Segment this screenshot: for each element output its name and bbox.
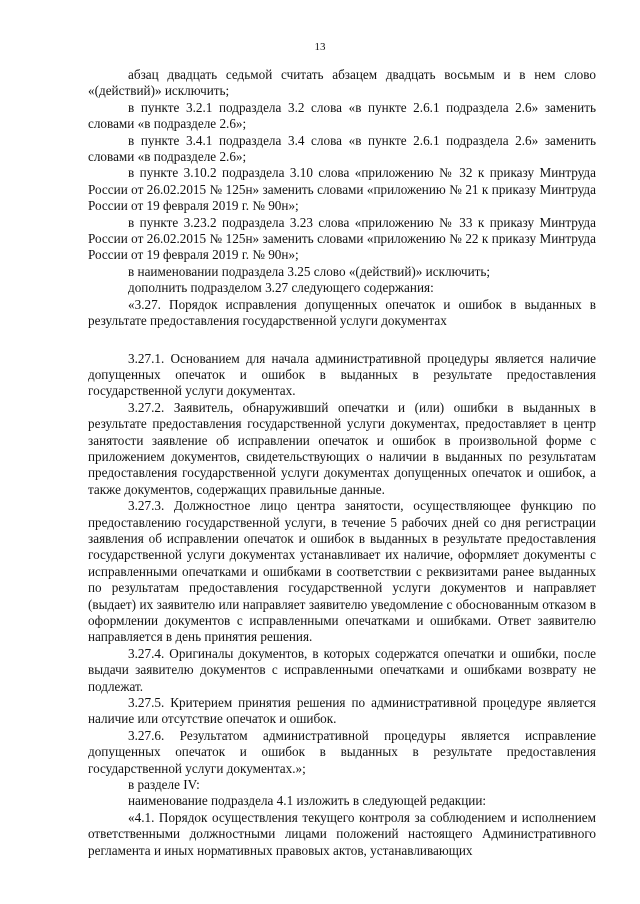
page-number: 13 bbox=[314, 41, 326, 53]
paragraph-item: наименование подраздела 4.1 изложить в следующей редакции: bbox=[128, 793, 487, 809]
paragraph-item: «4.1. Порядок осуществления текущего контроля за соблюдением и исполнением ответственными должностными лицами положений настоящего Административного регламента и иных нормативных правовых актов, устанавливающих bbox=[88, 809, 596, 858]
paragraph-item: 3.27.5. Критерием принятия решения по административной процедуре является наличие или отсутствие опечаток и ошибок. bbox=[88, 695, 596, 727]
paragraph-item: в разделе IV: bbox=[128, 777, 200, 793]
paragraph-item: абзац двадцать седьмой считать абзацем двадцать восьмым и в нем слово «(действий)» исключить; bbox=[88, 67, 596, 99]
paragraph-item: 3.27.2. Заявитель, обнаруживший опечатки и (или) ошибки в выданных в результате предоставления государственной услуги документах, предоставляет в центр занятости заявление об исправлении опечаток и ошибок в произвольной форме с приложением документов, свидетельствующих о наличии в выданных по результатам предоставления государственной услуги документах допущенных опечаток и ошибок, а также документов, содержащих правильные данные. bbox=[88, 399, 596, 497]
paragraph-item: в пункте 3.10.2 подраздела 3.10 слова «приложению № 32 к приказу Минтруда России от 26.02.2015 № 125н» заменить словами «приложению № 21 к приказу Минтруда России от 19 февраля 2019 г. № 90н»; bbox=[88, 165, 596, 214]
paragraph-item: в пункте 3.2.1 подраздела 3.2 слова «в пункте 2.6.1 подраздела 2.6» заменить словами «в подразделе 2.6»; bbox=[88, 99, 596, 132]
paragraph-item: в пункте 3.23.2 подраздела 3.23 слова «приложению № 33 к приказу Минтруда России от 26.02.2015 № 125н» заменить словами «приложению № 22 к приказу Минтруда России от 19 февраля 2019 г. № 90н»; bbox=[88, 214, 596, 263]
paragraph-item: в наименовании подраздела 3.25 слово «(действий)» исключить; bbox=[128, 263, 491, 279]
section-heading: «3.27. Порядок исправления допущенных опечаток и ошибок в выданных в результате предоставления государственной услуги документах bbox=[88, 296, 596, 329]
paragraph-item: 3.27.4. Оригиналы документов, в которых содержатся опечатки и ошибки, после выдачи заявителю документов с исправленными опечатками и ошибками возврату не подлежат. bbox=[88, 645, 596, 694]
paragraph-item: 3.27.1. Основанием для начала административной процедуры является наличие допущенных опечаток и ошибок в выданных в результате предоставления государственной услуги документах. bbox=[88, 350, 596, 399]
paragraph-item: дополнить подразделом 3.27 следующего содержания: bbox=[128, 280, 434, 296]
document-body bbox=[88, 67, 596, 859]
paragraph-item: 3.27.3. Должностное лицо центра занятости, осуществляющее функцию по предоставлению государственной услуги, в течение 5 рабочих дней со дня регистрации заявления об исправлении опечаток и ошибок в выданных в результате предоставления государственной услуги документах устанавливает их наличие, оформляет документы с исправленными опечатками и ошибками в соответствии с реквизитами ранее выданных по результатам предоставления государственной услуги документов и направляет (выдает) их заявителю или направляет заявителю уведомление с обоснованным отказом в оформлении документов с исправленными опечатками и ошибками. Ответ заявителю направляется в день принятия решения. bbox=[88, 498, 596, 645]
paragraph-item: в пункте 3.4.1 подраздела 3.4 слова «в пункте 2.6.1 подраздела 2.6» заменить словами «в подразделе 2.6»; bbox=[88, 132, 596, 165]
paragraph-item: 3.27.6. Результатом административной процедуры является исправление допущенных опечаток и ошибок в выданных в результате предоставления государственной услуги документах.»; bbox=[88, 727, 596, 776]
